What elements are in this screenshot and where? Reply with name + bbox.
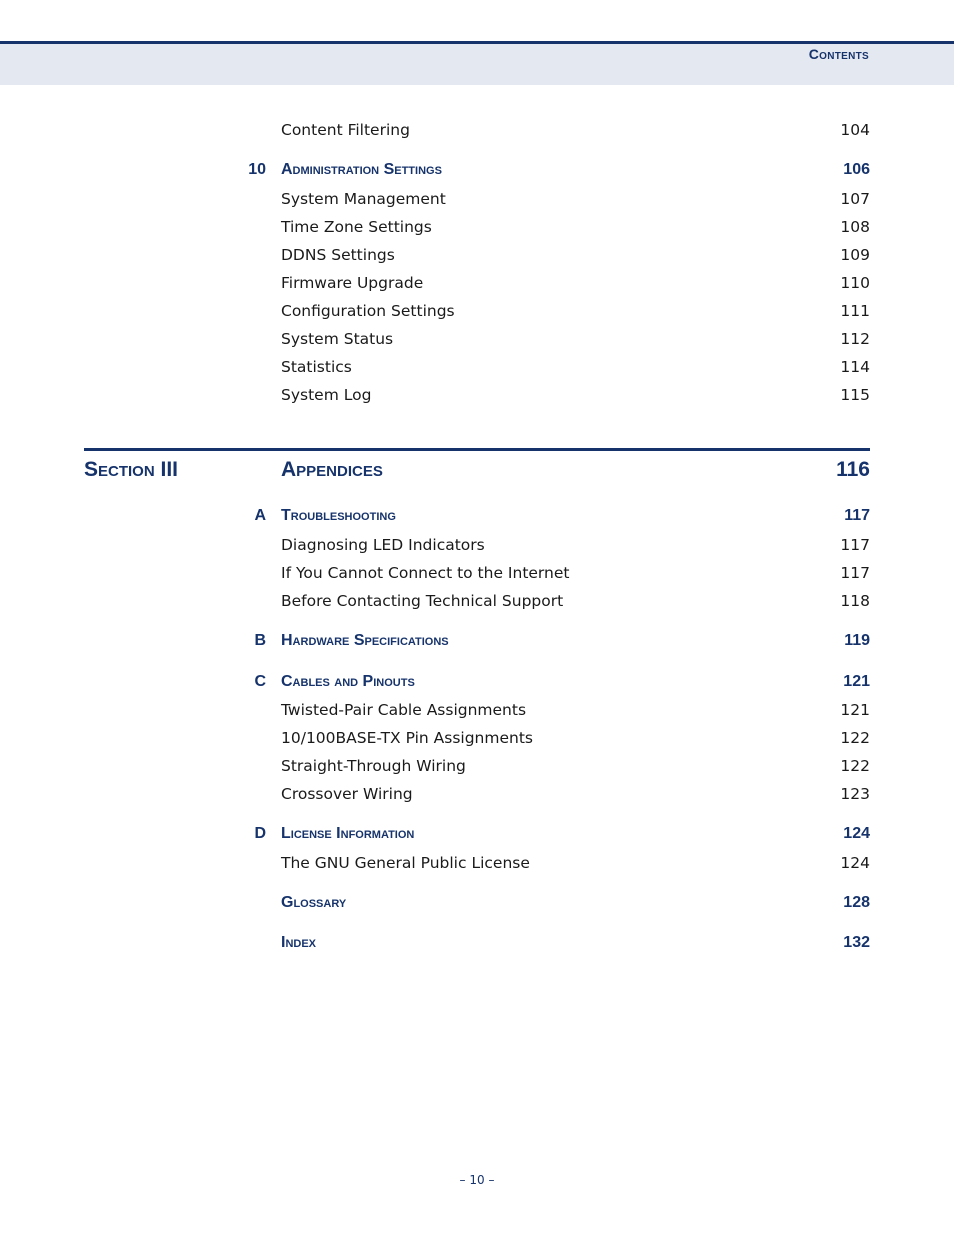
appendix-letter: C: [254, 673, 266, 690]
chapter-page: 106: [843, 161, 870, 178]
toc-entry-page: 117: [840, 536, 870, 554]
toc-entry[interactable]: [0, 246, 954, 270]
toc-entry-label: Before Contacting Technical Support: [281, 592, 564, 610]
toc-entry-page: 123: [840, 785, 870, 803]
glossary-title: Glossary: [281, 894, 347, 911]
toc-entry-page: 110: [840, 274, 870, 292]
toc-entry-label: 10/100BASE-TX Pin Assignments: [281, 729, 533, 747]
toc-appendix-c[interactable]: [0, 673, 954, 697]
chapter-number: 10: [248, 161, 266, 178]
section-page: 116: [836, 458, 870, 481]
toc-entry[interactable]: [0, 190, 954, 214]
toc-entry[interactable]: [0, 854, 954, 878]
toc-entry-label: Diagnosing LED Indicators: [281, 536, 485, 554]
appendix-title: Cables and Pinouts: [281, 673, 415, 690]
appendix-page: 117: [844, 507, 870, 524]
toc-entry[interactable]: [0, 330, 954, 354]
toc-glossary[interactable]: [0, 894, 954, 918]
toc-entry-page: 104: [840, 121, 870, 139]
toc-entry-content-filtering[interactable]: [0, 121, 954, 145]
glossary-page: 128: [843, 894, 870, 911]
toc-entry[interactable]: [0, 564, 954, 588]
appendix-title: Hardware Specifications: [281, 632, 449, 649]
toc-entry-label: Statistics: [281, 358, 352, 376]
section-label: Section III: [84, 458, 179, 481]
toc-entry-label: Twisted-Pair Cable Assignments: [281, 701, 527, 719]
toc-entry-page: 109: [840, 246, 870, 264]
toc-entry-label: The GNU General Public License: [281, 854, 530, 872]
toc-entry-label: System Log: [281, 386, 372, 404]
toc-appendix-d[interactable]: [0, 825, 954, 849]
appendix-letter: A: [254, 507, 266, 524]
toc-entry-page: 112: [840, 330, 870, 348]
toc-chapter-10[interactable]: [0, 161, 954, 185]
page-number-footer: – 10 –: [459, 1173, 495, 1187]
appendix-letter: B: [254, 632, 266, 649]
appendix-page: 119: [844, 632, 870, 649]
toc-entry[interactable]: [0, 592, 954, 616]
toc-entry-label: System Status: [281, 330, 394, 348]
toc-entry-label: Crossover Wiring: [281, 785, 413, 803]
toc-entry-label: Straight-Through Wiring: [281, 757, 466, 775]
toc-entry[interactable]: [0, 218, 954, 242]
appendix-title: License Information: [281, 825, 415, 842]
toc-entry[interactable]: [0, 386, 954, 410]
toc-entry-page: 114: [840, 358, 870, 376]
toc-entry-page: 108: [840, 218, 870, 236]
toc-entry[interactable]: [0, 358, 954, 382]
toc-entry[interactable]: [0, 536, 954, 560]
section-title: Appendices: [281, 458, 383, 481]
page-header-title: Contents: [808, 46, 869, 62]
toc-entry[interactable]: [0, 701, 954, 725]
toc-entry-label: Content Filtering: [281, 121, 410, 139]
toc-entry-label: If You Cannot Connect to the Internet: [281, 564, 570, 582]
index-title: Index: [281, 934, 317, 951]
toc-entry-label: DDNS Settings: [281, 246, 395, 264]
toc-entry-page: 117: [840, 564, 870, 582]
toc-entry[interactable]: [0, 274, 954, 298]
toc-entry-page: 115: [840, 386, 870, 404]
appendix-page: 124: [843, 825, 870, 842]
toc-entry[interactable]: [0, 729, 954, 753]
toc-entry-page: 111: [840, 302, 870, 320]
toc-index[interactable]: [0, 934, 954, 958]
appendix-letter: D: [254, 825, 266, 842]
toc-entry-page: 121: [840, 701, 870, 719]
index-page: 132: [843, 934, 870, 951]
toc-section-3[interactable]: [0, 458, 954, 488]
appendix-title: Troubleshooting: [281, 507, 396, 524]
toc-entry[interactable]: [0, 302, 954, 326]
toc-entry[interactable]: [0, 757, 954, 781]
toc-entry-label: Time Zone Settings: [281, 218, 432, 236]
toc-entry-page: 107: [840, 190, 870, 208]
chapter-title: Administration Settings: [281, 161, 442, 178]
toc-entry[interactable]: [0, 785, 954, 809]
toc-entry-page: 118: [840, 592, 870, 610]
toc-entry-page: 122: [840, 729, 870, 747]
appendix-page: 121: [843, 673, 870, 690]
toc-entry-page: 122: [840, 757, 870, 775]
toc-entry-label: Firmware Upgrade: [281, 274, 424, 292]
toc-entry-page: 124: [840, 854, 870, 872]
toc-appendix-b[interactable]: [0, 632, 954, 656]
section-divider: [84, 448, 870, 451]
toc-entry-label: Configuration Settings: [281, 302, 455, 320]
toc-appendix-a[interactable]: [0, 507, 954, 531]
toc-entry-label: System Management: [281, 190, 446, 208]
